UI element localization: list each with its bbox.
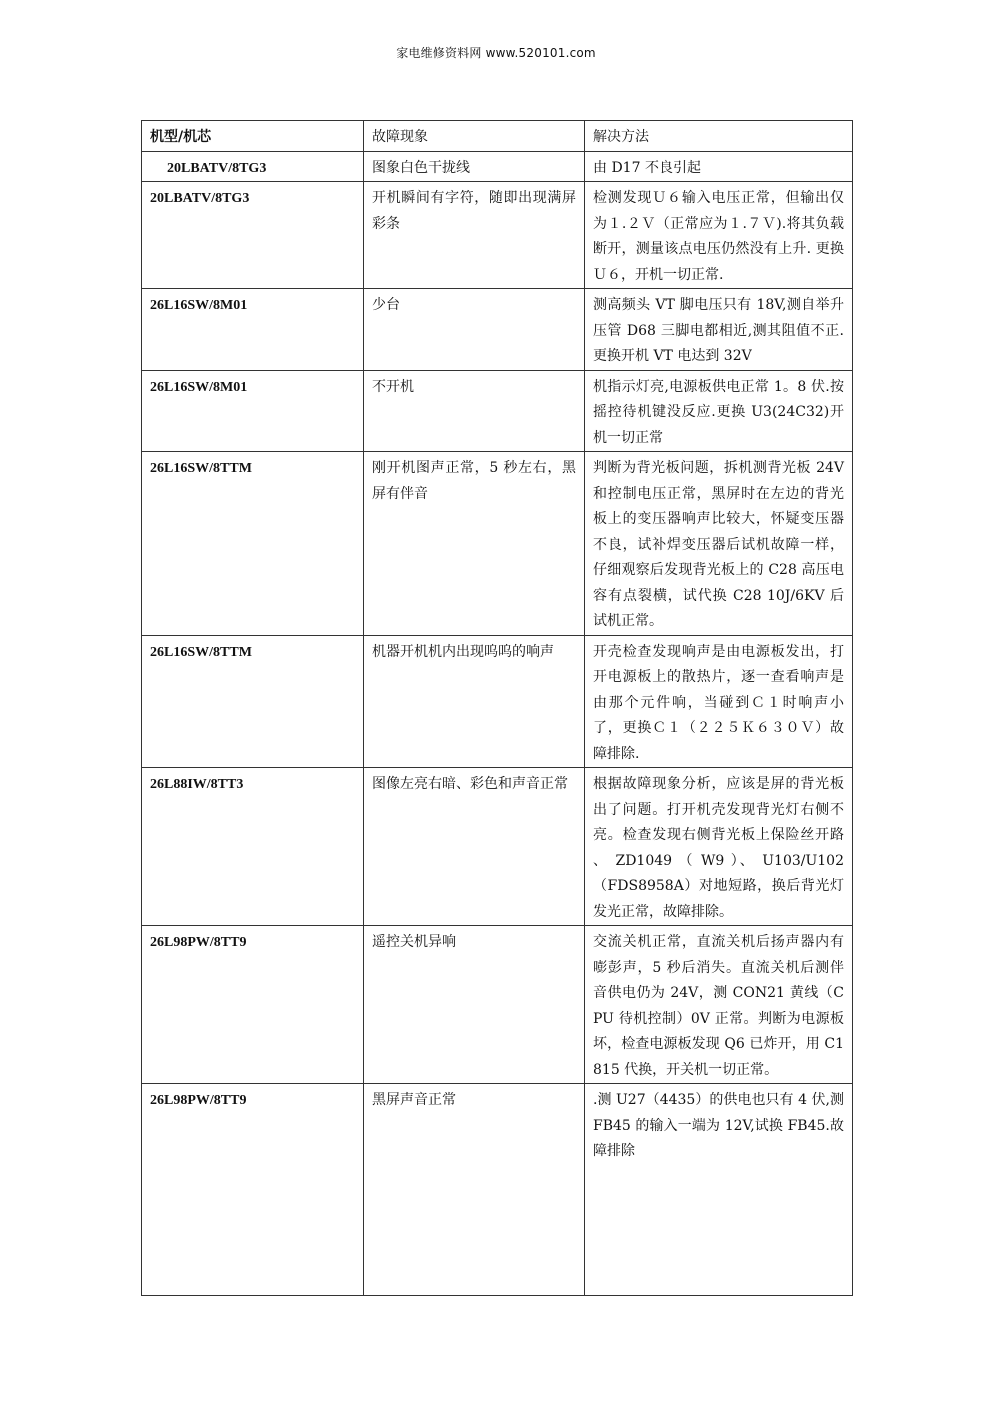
solution-cell: 检测发现Ｕ６输入电压正常，但输出仅为１.２Ｖ（正常应为１.７Ｖ).将其负载断开，测量该点电压仍然没有上升. 更换Ｕ６，开机一切正常. xyxy=(585,182,853,289)
model-cell: 20LBATV/8TG3 xyxy=(142,151,364,182)
symptom-cell: 开机瞬间有字符，随即出现满屏彩条 xyxy=(364,182,585,289)
model-cell: 26L98PW/8TT9 xyxy=(142,926,364,1084)
solution-cell: 机指示灯亮,电源板供电正常 1。8 伏.按摇控待机键没反应.更换 U3(24C32)开机一切正常 xyxy=(585,370,853,452)
symptom-cell: 遥控关机异响 xyxy=(364,926,585,1084)
column-header-model: 机型/机芯 xyxy=(142,121,364,152)
solution-cell: 测高频头 VT 脚电压只有 18V,测自举升压管 D68 三脚电都相近,测其阻值不正.更换开机 VT 电达到 32V xyxy=(585,289,853,371)
column-header-solution: 解决方法 xyxy=(585,121,853,152)
symptom-cell: 黑屏声音正常 xyxy=(364,1084,585,1296)
column-header-symptom: 故障现象 xyxy=(364,121,585,152)
solution-cell: 由 D17 不良引起 xyxy=(585,151,853,182)
model-cell: 26L16SW/8M01 xyxy=(142,370,364,452)
solution-cell: .测 U27（4435）的供电也只有 4 伏,测 FB45 的输入一端为 12V,试换 FB45.故障排除 xyxy=(585,1084,853,1296)
model-cell: 20LBATV/8TG3 xyxy=(142,182,364,289)
repair-table xyxy=(141,120,853,1296)
table-row xyxy=(142,151,853,182)
solution-cell: 交流关机正常，直流关机后扬声器内有嘭彭声，5 秒后消失。直流关机后测伴音供电仍为 24V，测 CON21 黄线（CPU 待机控制）0V 正常。判断为电源板坏，检查电源板发现 Q6 已炸开，用 C1815 代换，开关机一切正常。 xyxy=(585,926,853,1084)
model-cell: 26L16SW/8TTM xyxy=(142,635,364,768)
solution-cell: 根据故障现象分析，应该是屏的背光板出了问题。打开机壳发现背光灯右侧不亮。检查发现右侧背光板上保险丝开路 、 ZD1049 （ W9 ）、 U103/U102（FDS8958A）对地短路，换后背光灯发光正常，故障排除。 xyxy=(585,768,853,926)
model-cell: 26L98PW/8TT9 xyxy=(142,1084,364,1296)
table-row xyxy=(142,926,853,1084)
solution-cell: 判断为背光板问题，拆机测背光板 24V 和控制电压正常，黑屏时在左边的背光板上的变压器响声比较大，怀疑变压器不良，试补焊变压器后试机故障一样，仔细观察后发现背光板上的 C28 高压电容有点裂横，试代换 C28 10J/6KV 后试机正常。 xyxy=(585,452,853,636)
symptom-cell: 刚开机图声正常，5 秒左右，黑屏有伴音 xyxy=(364,452,585,636)
table-row xyxy=(142,768,853,926)
table-row xyxy=(142,1084,853,1296)
symptom-cell: 图象白色干拢线 xyxy=(364,151,585,182)
symptom-cell: 图像左亮右暗、彩色和声音正常 xyxy=(364,768,585,926)
table-row xyxy=(142,370,853,452)
page-header: 家电维修资料网 www.520101.com xyxy=(396,46,596,60)
symptom-cell: 不开机 xyxy=(364,370,585,452)
table-row xyxy=(142,452,853,636)
solution-cell: 开壳检查发现响声是由电源板发出，打开电源板上的散热片，逐一查看响声是由那个元件响，当碰到Ｃ１时响声小了，更换Ｃ１（２２５Ｋ６３０Ｖ）故障排除. xyxy=(585,635,853,768)
table-row xyxy=(142,289,853,371)
symptom-cell: 少台 xyxy=(364,289,585,371)
model-cell: 26L16SW/8M01 xyxy=(142,289,364,371)
model-cell: 26L88IW/8TT3 xyxy=(142,768,364,926)
symptom-cell: 机器开机机内出现呜呜的响声 xyxy=(364,635,585,768)
model-cell: 26L16SW/8TTM xyxy=(142,452,364,636)
table-row xyxy=(142,182,853,289)
table-header-row xyxy=(142,121,853,152)
table-row xyxy=(142,635,853,768)
